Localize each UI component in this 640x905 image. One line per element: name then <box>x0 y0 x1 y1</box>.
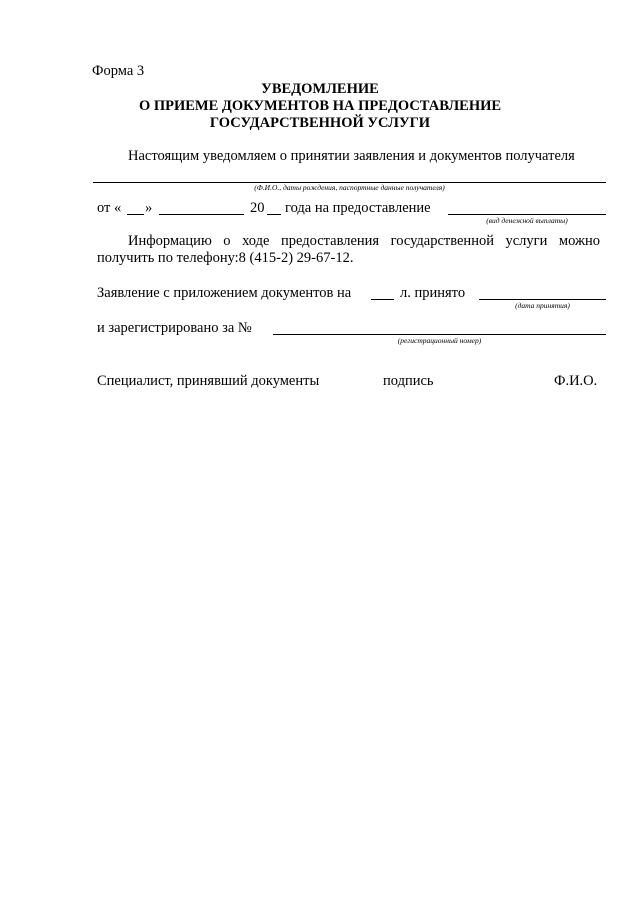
recipient-hint: (Ф.И.О., даты рождения, паспортные данные получателя) <box>254 183 445 192</box>
full-name-label: Ф.И.О. <box>554 373 598 389</box>
day-field-line[interactable] <box>127 214 144 215</box>
specialist-label: Специалист, принявший документы <box>97 373 320 389</box>
year-field-line[interactable] <box>267 214 281 215</box>
sheets-count-field-line[interactable] <box>371 299 394 300</box>
payment-type-field-line[interactable] <box>448 214 606 215</box>
signature-label: подпись <box>383 373 434 389</box>
month-field-line[interactable] <box>159 214 244 215</box>
application-label: Заявление с приложением документов на <box>97 285 352 301</box>
acceptance-date-hint: (дата принятия) <box>515 301 570 310</box>
form-label: Форма 3 <box>92 63 145 79</box>
sheets-accepted-label: л. принято <box>400 285 466 301</box>
registration-number-field-line[interactable] <box>273 334 606 335</box>
registration-number-hint: (регистрационный номер) <box>397 336 482 345</box>
date-from-label: от « <box>97 200 122 216</box>
info-line-1: Информацию о ходе предоставления государственной услуги можно <box>128 233 600 249</box>
acceptance-date-field-line[interactable] <box>479 299 606 300</box>
year-prefix: 20 <box>250 200 265 216</box>
for-provision-label: года на предоставление <box>285 200 431 216</box>
date-quote-close: » <box>145 200 153 216</box>
title-line-1: УВЕДОМЛЕНИЕ <box>261 81 379 97</box>
notice-text: Настоящим уведомляем о принятии заявления и документов получателя <box>128 148 575 164</box>
title-line-2: О ПРИЕМЕ ДОКУМЕНТОВ НА ПРЕДОСТАВЛЕНИЕ <box>138 98 502 114</box>
title-line-3: ГОСУДАРСТВЕННОЙ УСЛУГИ <box>209 115 431 131</box>
registration-label: и зарегистрировано за № <box>97 320 252 336</box>
info-line-2: получить по телефону:8 (415-2) 29-67-12. <box>97 250 354 266</box>
payment-type-hint: (вид денежной выплаты) <box>486 216 568 225</box>
